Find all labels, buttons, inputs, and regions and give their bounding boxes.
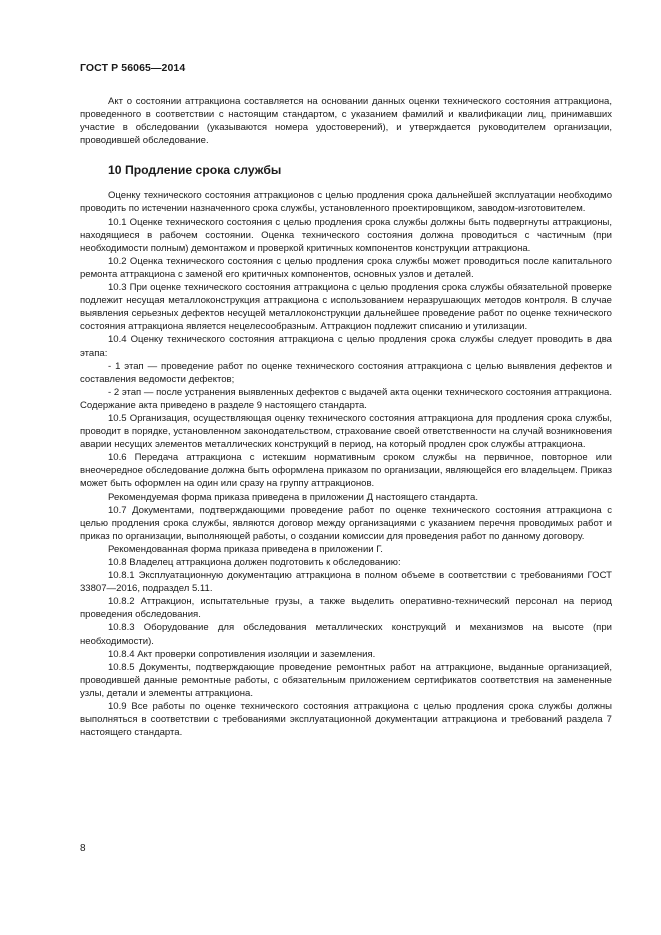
standard-code-header: ГОСТ Р 56065—2014 (80, 62, 186, 74)
list-item-stage-2: - 2 этап — после устранения выявленных дефектов с выдачей акта оценки технического состояния аттракциона. Содержание акта приведено в разделе 9 настоящего стандарта. (80, 386, 612, 411)
paragraph-10-2: 10.2 Оценка технического состояния с целью продления срока службы может проводиться после капитального ремонта аттракциона с заменой его критичных компонентов, основных узлов и деталей. (80, 255, 612, 280)
intro-paragraph: Акт о состоянии аттракциона составляется на основании данных оценки технического состояния аттракциона, проведенного в соответствии с настоящим стандартом, с указанием фамилий и квалификации лиц, принимавших участие в обследовании (указываются номера удостоверений), и утверждается руководителем организации, проводившей обследование. (80, 96, 612, 147)
paragraph-order-form-g: Рекомендованная форма приказа приведена в приложении Г. (108, 543, 383, 555)
paragraph-intro: Оценку технического состояния аттракционов с целью продления срока дальнейшей эксплуатации необходимо проводить по истечении назначенного срока службы, установленного проектировщиком, заводом-изготовителем. (80, 190, 612, 215)
paragraph-10-1: 10.1 Оценке технического состояния с целью продления срока службы должны быть подвергнуты аттракционы, находящиеся в рабочем состоянии. Оценка технического состояния должна проводиться с частичным (при необходимости полным) демонтажом и проверкой критичных компонентов конструкции аттракциона. (80, 216, 612, 254)
paragraph-10-5: 10.5 Организация, осуществляющая оценку технического состояния аттракциона для продления срока службы, проводит в порядке, установленном законодательством, страхование своей ответственности на случай возникновения аварии несущих элементов металлических конструкций в период, на который продлен срок службы аттракциона. (80, 412, 612, 451)
paragraph-10-6: 10.6 Передача аттракциона с истекшим нормативным сроком службы на первичное, повторное или внеочередное обследование должна быть оформлена приказом по организации, являющейся его владельцем. Приказ может быть оформлен на один или сразу на группу аттракционов. (80, 452, 612, 490)
paragraph-10-8-5: 10.8.5 Документы, подтверждающие проведение ремонтных работ на аттракционе, выданные организацией, проводившей данные ремонтные работы, с обязательным приложением сертификатов соответствия на замененные узлы, детали и элементы аттракциона. (80, 661, 612, 699)
paragraph-order-form-d: Рекомендуемая форма приказа приведена в приложении Д настоящего стандарта. (108, 491, 479, 503)
paragraph-10-3: 10.3 При оценке технического состояния аттракциона с целью продления срока службы обязательной проверке подлежит несущая металлоконструкция аттракциона с использованием неразрушающих методов контроля. В случае выявления серьезных дефектов несущей металлоконструкции дальнейшее проведение работ по оценке технического состояния аттракциона является нецелесообразным. Аттракцион подлежит списанию и утилизации. (80, 282, 612, 333)
section-title: 10 Продление срока службы (108, 163, 282, 178)
paragraph-10-9: 10.9 Все работы по оценке технического состояния аттракциона с целью продления срока службы должны выполняться в соответствии с требованиями эксплуатационной документации аттракциона и требований раздела 7 настоящего стандарта. (80, 701, 612, 739)
paragraph-10-8-4: 10.8.4 Акт проверки сопротивления изоляции и заземления. (108, 648, 376, 660)
paragraph-10-8-3: 10.8.3 Оборудование для обследования металлических конструкций и механизмов на высоте (при необходимости). (80, 622, 612, 647)
paragraph-10-8-1: 10.8.1 Эксплуатационную документацию аттракциона в полном объеме в соответствии с требованиями ГОСТ 33807—2016, подраздел 5.11. (80, 570, 612, 595)
paragraph-10-8-2: 10.8.2 Аттракцион, испытательные грузы, а также выделить оперативно-технический персонал на период проведения обследования. (80, 596, 612, 621)
list-item-stage-1: - 1 этап — проведение работ по оценке технического состояния аттракциона с целью выявления дефектов и составления ведомости дефектов; (80, 360, 612, 385)
paragraph-10-4: 10.4 Оценку технического состояния аттракциона с целью продления срока службы следует проводить в два этапа: (80, 334, 612, 359)
document-body (80, 95, 612, 739)
paragraph-10-7: 10.7 Документами, подтверждающими проведение работ по оценке технического состояния аттракциона с целью продления срока службы, являются договор между организациями с указанием перечня проводимых работ и приказ по организации, выполняющей работы, о создании комиссии для проведения работ по данному договору. (80, 504, 612, 542)
page-number: 8 (80, 843, 86, 854)
paragraph-10-8: 10.8 Владелец аттракциона должен подготовить к обследованию: (108, 557, 401, 568)
